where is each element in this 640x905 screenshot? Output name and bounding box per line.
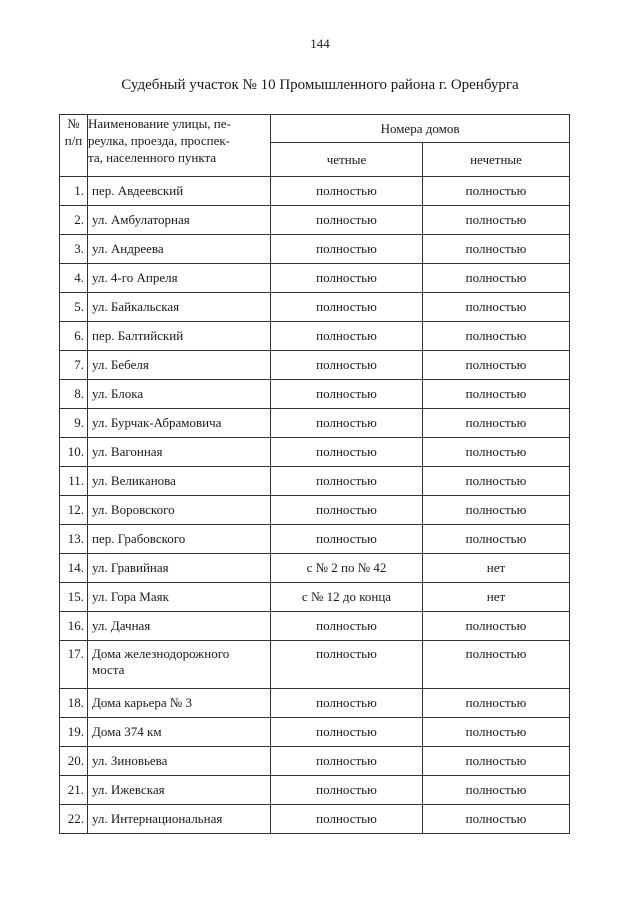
street-name: ул. Дачная <box>88 612 271 641</box>
header-house-numbers: Номера домов <box>271 115 570 143</box>
table-row <box>60 467 570 496</box>
row-number: 21. <box>60 776 88 805</box>
table-row <box>60 718 570 747</box>
table-row <box>60 322 570 351</box>
even-houses: полностью <box>271 322 423 351</box>
odd-houses: полностью <box>423 322 570 351</box>
street-name: ул. Гора Маяк <box>88 583 271 612</box>
table-row <box>60 554 570 583</box>
street-name: ул. Гравийная <box>88 554 271 583</box>
row-number: 14. <box>60 554 88 583</box>
street-name: ул. Зиновьева <box>88 747 271 776</box>
street-name: ул. Интернациональная <box>88 805 271 834</box>
row-number: 1. <box>60 177 88 206</box>
table-row <box>60 805 570 834</box>
even-houses: с № 2 по № 42 <box>271 554 423 583</box>
odd-houses: полностью <box>423 747 570 776</box>
street-name: ул. Вагонная <box>88 438 271 467</box>
table-row <box>60 747 570 776</box>
even-houses: полностью <box>271 525 423 554</box>
table-row <box>60 380 570 409</box>
street-name: ул. 4-го Апреля <box>88 264 271 293</box>
odd-houses: нет <box>423 554 570 583</box>
odd-houses: нет <box>423 583 570 612</box>
header-name-line: реулка, проезда, проспек- <box>88 133 231 148</box>
street-name-line: Дома железнодорожного <box>92 646 230 661</box>
odd-houses: полностью <box>423 438 570 467</box>
odd-houses: полностью <box>423 206 570 235</box>
even-houses: полностью <box>271 747 423 776</box>
even-houses: полностью <box>271 235 423 264</box>
even-houses: с № 12 до конца <box>271 583 423 612</box>
row-number: 6. <box>60 322 88 351</box>
header-number-line: № <box>67 116 80 131</box>
street-name: ул. Амбулаторная <box>88 206 271 235</box>
table-row <box>60 641 570 689</box>
table-row <box>60 293 570 322</box>
odd-houses: полностью <box>423 805 570 834</box>
odd-houses: полностью <box>423 525 570 554</box>
header-odd: нечетные <box>423 143 570 177</box>
street-name: ул. Великанова <box>88 467 271 496</box>
row-number: 10. <box>60 438 88 467</box>
street-name: ул. Ижевская <box>88 776 271 805</box>
header-name-line: та, населенного пункта <box>88 150 217 165</box>
table-header <box>60 115 570 177</box>
header-street-name <box>88 115 271 177</box>
street-name: ул. Байкальская <box>88 293 271 322</box>
even-houses: полностью <box>271 496 423 525</box>
even-houses: полностью <box>271 776 423 805</box>
table-row <box>60 438 570 467</box>
odd-houses: полностью <box>423 496 570 525</box>
header-name-line: Наименование улицы, пе- <box>88 116 231 131</box>
street-name: Дома 374 км <box>88 718 271 747</box>
header-even: четные <box>271 143 423 177</box>
row-number: 15. <box>60 583 88 612</box>
header-number <box>60 115 88 177</box>
street-name: ул. Бурчак-Абрамовича <box>88 409 271 438</box>
odd-houses: полностью <box>423 467 570 496</box>
table-row <box>60 235 570 264</box>
odd-houses: полностью <box>423 380 570 409</box>
header-number-line: п/п <box>64 133 83 148</box>
even-houses: полностью <box>271 380 423 409</box>
odd-houses: полностью <box>423 264 570 293</box>
even-houses: полностью <box>271 612 423 641</box>
table-row <box>60 351 570 380</box>
row-number: 8. <box>60 380 88 409</box>
even-houses: полностью <box>271 689 423 718</box>
row-number: 17. <box>60 641 88 689</box>
even-houses: полностью <box>271 264 423 293</box>
even-houses: полностью <box>271 409 423 438</box>
street-name: пер. Балтийский <box>88 322 271 351</box>
odd-houses: полностью <box>423 641 570 689</box>
odd-houses: полностью <box>423 718 570 747</box>
table-row <box>60 612 570 641</box>
street-name: Дома карьера № 3 <box>88 689 271 718</box>
row-number: 9. <box>60 409 88 438</box>
row-number: 11. <box>60 467 88 496</box>
row-number: 22. <box>60 805 88 834</box>
even-houses: полностью <box>271 177 423 206</box>
table-body <box>60 177 570 834</box>
row-number: 12. <box>60 496 88 525</box>
streets-table <box>59 114 570 834</box>
odd-houses: полностью <box>423 351 570 380</box>
street-name: ул. Андреева <box>88 235 271 264</box>
table-row <box>60 409 570 438</box>
row-number: 4. <box>60 264 88 293</box>
document-title: Судебный участок № 10 Промышленного района г. Оренбурга <box>121 77 519 93</box>
even-houses: полностью <box>271 438 423 467</box>
table-row <box>60 525 570 554</box>
even-houses: полностью <box>271 641 423 689</box>
even-houses: полностью <box>271 718 423 747</box>
row-number: 5. <box>60 293 88 322</box>
row-number: 7. <box>60 351 88 380</box>
table-row <box>60 206 570 235</box>
row-number: 16. <box>60 612 88 641</box>
even-houses: полностью <box>271 351 423 380</box>
street-name: ул. Бебеля <box>88 351 271 380</box>
table-row <box>60 689 570 718</box>
street-name: пер. Грабовского <box>88 525 271 554</box>
street-name-line: моста <box>92 662 125 677</box>
odd-houses: полностью <box>423 612 570 641</box>
row-number: 18. <box>60 689 88 718</box>
street-name: ул. Воровского <box>88 496 271 525</box>
row-number: 13. <box>60 525 88 554</box>
even-houses: полностью <box>271 467 423 496</box>
page-number: 144 <box>310 36 330 51</box>
odd-houses: полностью <box>423 689 570 718</box>
row-number: 20. <box>60 747 88 776</box>
table-row <box>60 177 570 206</box>
table-row <box>60 776 570 805</box>
odd-houses: полностью <box>423 409 570 438</box>
street-name: ул. Блока <box>88 380 271 409</box>
even-houses: полностью <box>271 805 423 834</box>
street-name: пер. Авдеевский <box>88 177 271 206</box>
row-number: 19. <box>60 718 88 747</box>
even-houses: полностью <box>271 206 423 235</box>
table-row <box>60 264 570 293</box>
odd-houses: полностью <box>423 776 570 805</box>
row-number: 2. <box>60 206 88 235</box>
row-number: 3. <box>60 235 88 264</box>
odd-houses: полностью <box>423 293 570 322</box>
even-houses: полностью <box>271 293 423 322</box>
table-row <box>60 583 570 612</box>
odd-houses: полностью <box>423 235 570 264</box>
odd-houses: полностью <box>423 177 570 206</box>
table-row <box>60 496 570 525</box>
street-name <box>88 641 271 689</box>
